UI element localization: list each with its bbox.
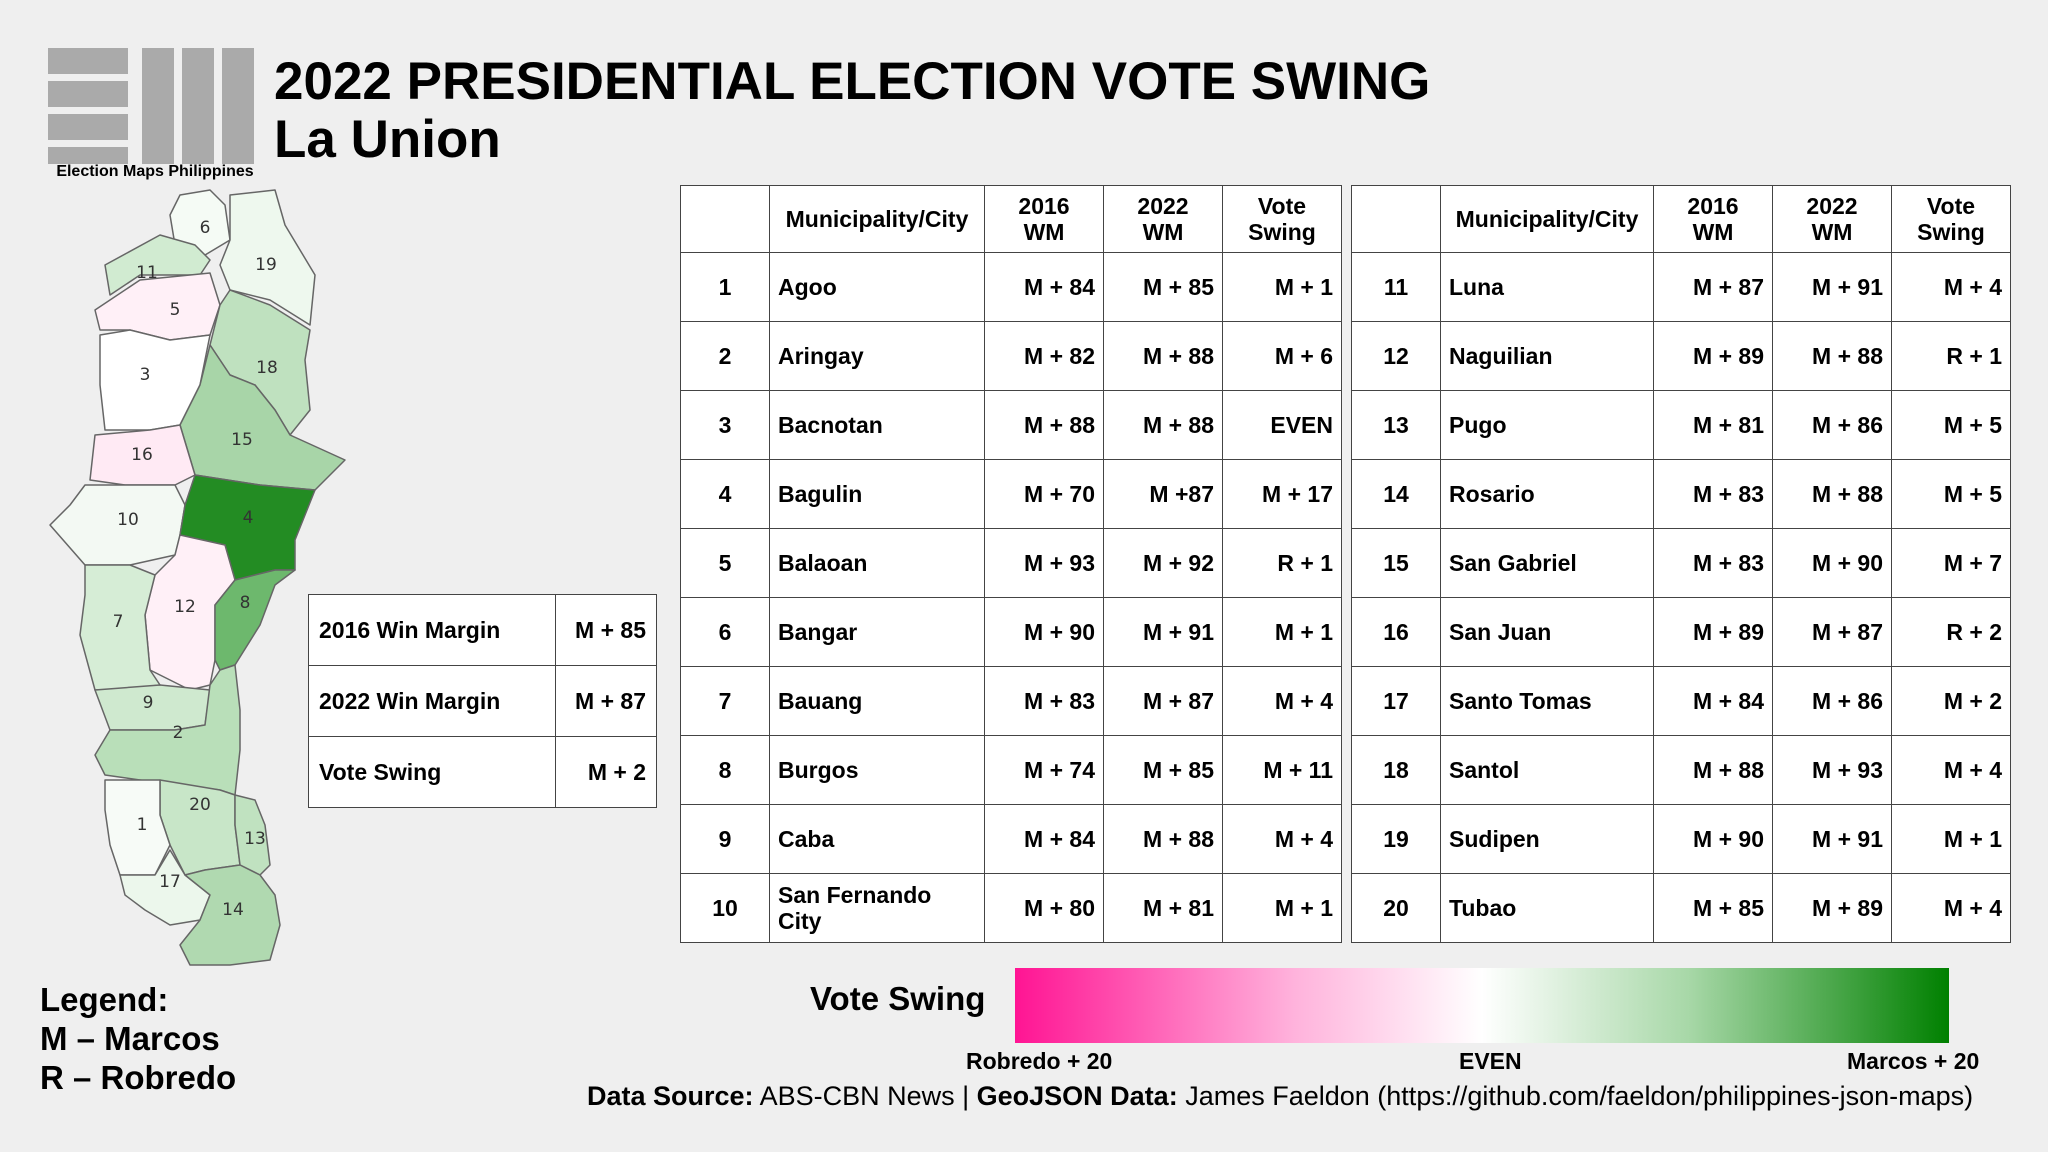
map-label-8: 8 xyxy=(239,593,251,613)
map-label-3: 3 xyxy=(139,365,151,385)
vote-swing-value: M + 5 xyxy=(1892,391,2011,460)
municipality-name: Bauang xyxy=(770,667,985,736)
wm-2022-value: M + 85 xyxy=(1104,253,1223,322)
table-row xyxy=(1352,874,2011,943)
table-row xyxy=(1352,805,2011,874)
row-number: 14 xyxy=(1352,460,1441,529)
wm-2022-value: M + 88 xyxy=(1773,322,1892,391)
summary-value: M + 2 xyxy=(556,737,657,808)
source-text: ABS-CBN News | xyxy=(753,1081,977,1111)
municipality-name: Aringay xyxy=(770,322,985,391)
vote-swing-value: M + 4 xyxy=(1223,805,1342,874)
row-number: 6 xyxy=(681,598,770,667)
municipality-name: Rosario xyxy=(1441,460,1654,529)
header-2022-wm-label: 2022 WM xyxy=(1137,193,1189,245)
vote-swing-value: M + 1 xyxy=(1223,253,1342,322)
row-number: 18 xyxy=(1352,736,1441,805)
wm-2016-value: M + 90 xyxy=(1654,805,1773,874)
source-label: Data Source: xyxy=(587,1081,754,1111)
header-vote-swing-label: Vote Swing xyxy=(1248,193,1316,245)
wm-2022-value: M + 92 xyxy=(1104,529,1223,598)
table-row xyxy=(681,322,1342,391)
wm-2016-value: M + 84 xyxy=(985,805,1104,874)
table-row xyxy=(1352,391,2011,460)
map-label-13: 13 xyxy=(244,829,266,849)
row-number: 19 xyxy=(1352,805,1441,874)
row-number: 3 xyxy=(681,391,770,460)
vote-swing-value: R + 1 xyxy=(1223,529,1342,598)
wm-2016-value: M + 89 xyxy=(1654,598,1773,667)
legend xyxy=(40,980,236,1097)
municipality-name: Bacnotan xyxy=(770,391,985,460)
municipality-name: Luna xyxy=(1441,253,1654,322)
vote-swing-value: M + 2 xyxy=(1892,667,2011,736)
map-label-9: 9 xyxy=(142,693,154,713)
municipality-name: Sudipen xyxy=(1441,805,1654,874)
geojson-text: James Faeldon (https://github.com/faeldon/philippines-json-maps) xyxy=(1177,1081,1974,1111)
header-vote-swing xyxy=(1892,186,2011,253)
table-row xyxy=(681,805,1342,874)
vote-swing-value: M + 6 xyxy=(1223,322,1342,391)
color-bar-mid-label: EVEN xyxy=(1459,1048,1522,1074)
row-number: 15 xyxy=(1352,529,1441,598)
vote-swing-value: M + 1 xyxy=(1223,598,1342,667)
map-label-10: 10 xyxy=(117,510,139,530)
wm-2022-value: M + 91 xyxy=(1773,805,1892,874)
table-row xyxy=(1352,736,2011,805)
wm-2016-value: M + 84 xyxy=(1654,667,1773,736)
header-num xyxy=(681,186,770,253)
header-num xyxy=(1352,186,1441,253)
table-row xyxy=(1352,598,2011,667)
wm-2016-value: M + 87 xyxy=(1654,253,1773,322)
wm-2022-value: M + 81 xyxy=(1104,874,1223,943)
header-2016-wm xyxy=(985,186,1104,253)
map-label-15: 15 xyxy=(231,430,253,450)
wm-2016-value: M + 83 xyxy=(985,667,1104,736)
municipality-name: Naguilian xyxy=(1441,322,1654,391)
row-number: 5 xyxy=(681,529,770,598)
table-row xyxy=(681,874,1342,943)
row-number: 10 xyxy=(681,874,770,943)
row-number: 11 xyxy=(1352,253,1441,322)
summary-label: 2022 Win Margin xyxy=(309,666,556,737)
map-label-16: 16 xyxy=(131,445,153,465)
header-municipality: Municipality/City xyxy=(1441,186,1654,253)
election-maps-logo xyxy=(48,48,256,164)
municipality-name: Santol xyxy=(1441,736,1654,805)
municipality-name: San Fernando City xyxy=(770,874,985,943)
page-subtitle: La Union xyxy=(274,110,501,169)
map-label-4: 4 xyxy=(242,508,254,528)
table-row xyxy=(681,253,1342,322)
map-label-6: 6 xyxy=(199,218,211,238)
row-number: 20 xyxy=(1352,874,1441,943)
municipality-name: Bagulin xyxy=(770,460,985,529)
table-row xyxy=(681,460,1342,529)
vote-swing-value: R + 1 xyxy=(1892,322,2011,391)
wm-2022-value: M + 91 xyxy=(1104,598,1223,667)
vote-swing-value: M + 17 xyxy=(1223,460,1342,529)
table-header-row xyxy=(681,186,1342,253)
header-2016-wm-label: 2016 WM xyxy=(1018,193,1070,245)
header-2016-wm xyxy=(1654,186,1773,253)
header-2022-wm xyxy=(1104,186,1223,253)
vote-swing-value: M + 11 xyxy=(1223,736,1342,805)
summary-value: M + 87 xyxy=(556,666,657,737)
municipality-name: Burgos xyxy=(770,736,985,805)
municipality-name: Balaoan xyxy=(770,529,985,598)
row-number: 17 xyxy=(1352,667,1441,736)
table-row xyxy=(681,529,1342,598)
results-table-left xyxy=(680,185,1342,943)
municipality-name: San Gabriel xyxy=(1441,529,1654,598)
vote-swing-value: M + 5 xyxy=(1892,460,2011,529)
summary-table xyxy=(308,594,657,808)
map-label-11: 11 xyxy=(136,263,158,283)
wm-2022-value: M + 88 xyxy=(1773,460,1892,529)
row-number: 2 xyxy=(681,322,770,391)
table-row xyxy=(681,391,1342,460)
wm-2022-value: M + 88 xyxy=(1104,805,1223,874)
map-label-18: 18 xyxy=(256,358,278,378)
table-header-row xyxy=(1352,186,2011,253)
wm-2022-value: M + 89 xyxy=(1773,874,1892,943)
row-number: 9 xyxy=(681,805,770,874)
municipality-name: Tubao xyxy=(1441,874,1654,943)
vote-swing-value: M + 4 xyxy=(1892,874,2011,943)
header-vote-swing-label: Vote Swing xyxy=(1917,193,1985,245)
header-2016-wm-label: 2016 WM xyxy=(1687,193,1739,245)
row-number: 7 xyxy=(681,667,770,736)
color-bar xyxy=(1015,968,1949,1043)
table-row xyxy=(681,667,1342,736)
color-bar-title: Vote Swing xyxy=(810,980,986,1017)
municipality-name: Caba xyxy=(770,805,985,874)
map-label-1: 1 xyxy=(136,815,148,835)
map-label-12: 12 xyxy=(174,597,196,617)
vote-swing-value: M + 4 xyxy=(1223,667,1342,736)
row-number: 4 xyxy=(681,460,770,529)
vote-swing-value: M + 4 xyxy=(1892,736,2011,805)
wm-2016-value: M + 93 xyxy=(985,529,1104,598)
wm-2016-value: M + 83 xyxy=(1654,529,1773,598)
logo-caption: Election Maps Philippines xyxy=(56,163,254,180)
wm-2016-value: M + 89 xyxy=(1654,322,1773,391)
wm-2022-value: M +87 xyxy=(1104,460,1223,529)
legend-marcos: M – Marcos xyxy=(40,1020,220,1057)
wm-2016-value: M + 74 xyxy=(985,736,1104,805)
header-municipality: Municipality/City xyxy=(770,186,985,253)
wm-2016-value: M + 88 xyxy=(1654,736,1773,805)
wm-2022-value: M + 87 xyxy=(1773,598,1892,667)
wm-2016-value: M + 84 xyxy=(985,253,1104,322)
header-2022-wm-label: 2022 WM xyxy=(1806,193,1858,245)
map-label-17: 17 xyxy=(159,872,181,892)
wm-2022-value: M + 93 xyxy=(1773,736,1892,805)
summary-label: 2016 Win Margin xyxy=(309,595,556,666)
summary-value: M + 85 xyxy=(556,595,657,666)
table-row xyxy=(681,736,1342,805)
table-row xyxy=(1352,253,2011,322)
results-table-right xyxy=(1351,185,2011,943)
wm-2022-value: M + 86 xyxy=(1773,391,1892,460)
vote-swing-value: M + 7 xyxy=(1892,529,2011,598)
geojson-label: GeoJSON Data: xyxy=(976,1081,1178,1111)
color-bar-right-label: Marcos + 20 xyxy=(1847,1048,1980,1074)
vote-swing-value: M + 1 xyxy=(1892,805,2011,874)
vote-swing-value: EVEN xyxy=(1223,391,1342,460)
header-vote-swing xyxy=(1223,186,1342,253)
map-label-20: 20 xyxy=(189,795,211,815)
wm-2016-value: M + 90 xyxy=(985,598,1104,667)
wm-2016-value: M + 88 xyxy=(985,391,1104,460)
data-source-line xyxy=(587,1081,1973,1112)
row-number: 8 xyxy=(681,736,770,805)
summary-label: Vote Swing xyxy=(309,737,556,808)
map-label-2: 2 xyxy=(172,723,184,743)
table-row xyxy=(1352,322,2011,391)
summary-row xyxy=(309,595,657,666)
wm-2022-value: M + 86 xyxy=(1773,667,1892,736)
wm-2022-value: M + 85 xyxy=(1104,736,1223,805)
row-number: 13 xyxy=(1352,391,1441,460)
color-bar-left-label: Robredo + 20 xyxy=(966,1048,1113,1074)
map-label-5: 5 xyxy=(169,300,181,320)
wm-2016-value: M + 82 xyxy=(985,322,1104,391)
row-number: 1 xyxy=(681,253,770,322)
row-number: 12 xyxy=(1352,322,1441,391)
table-row xyxy=(1352,529,2011,598)
wm-2016-value: M + 81 xyxy=(1654,391,1773,460)
summary-row xyxy=(309,666,657,737)
municipality-name: Agoo xyxy=(770,253,985,322)
map-label-19: 19 xyxy=(255,255,277,275)
wm-2022-value: M + 90 xyxy=(1773,529,1892,598)
wm-2022-value: M + 87 xyxy=(1104,667,1223,736)
municipality-name: Bangar xyxy=(770,598,985,667)
map-label-14: 14 xyxy=(222,900,244,920)
wm-2016-value: M + 83 xyxy=(1654,460,1773,529)
legend-robredo: R – Robredo xyxy=(40,1059,237,1096)
table-row xyxy=(1352,667,2011,736)
vote-swing-value: M + 4 xyxy=(1892,253,2011,322)
wm-2016-value: M + 80 xyxy=(985,874,1104,943)
municipality-name: Santo Tomas xyxy=(1441,667,1654,736)
wm-2016-value: M + 85 xyxy=(1654,874,1773,943)
legend-title: Legend: xyxy=(40,981,169,1018)
map-label-7: 7 xyxy=(112,612,124,632)
la-union-map xyxy=(30,185,360,970)
municipality-name: San Juan xyxy=(1441,598,1654,667)
wm-2022-value: M + 88 xyxy=(1104,322,1223,391)
vote-swing-value: M + 1 xyxy=(1223,874,1342,943)
table-row xyxy=(681,598,1342,667)
header-2022-wm xyxy=(1773,186,1892,253)
vote-swing-value: R + 2 xyxy=(1892,598,2011,667)
wm-2022-value: M + 91 xyxy=(1773,253,1892,322)
municipality-name: Pugo xyxy=(1441,391,1654,460)
wm-2022-value: M + 88 xyxy=(1104,391,1223,460)
table-row xyxy=(1352,460,2011,529)
summary-row xyxy=(309,737,657,808)
wm-2016-value: M + 70 xyxy=(985,460,1104,529)
row-number: 16 xyxy=(1352,598,1441,667)
page-title: 2022 PRESIDENTIAL ELECTION VOTE SWING xyxy=(274,52,1431,111)
